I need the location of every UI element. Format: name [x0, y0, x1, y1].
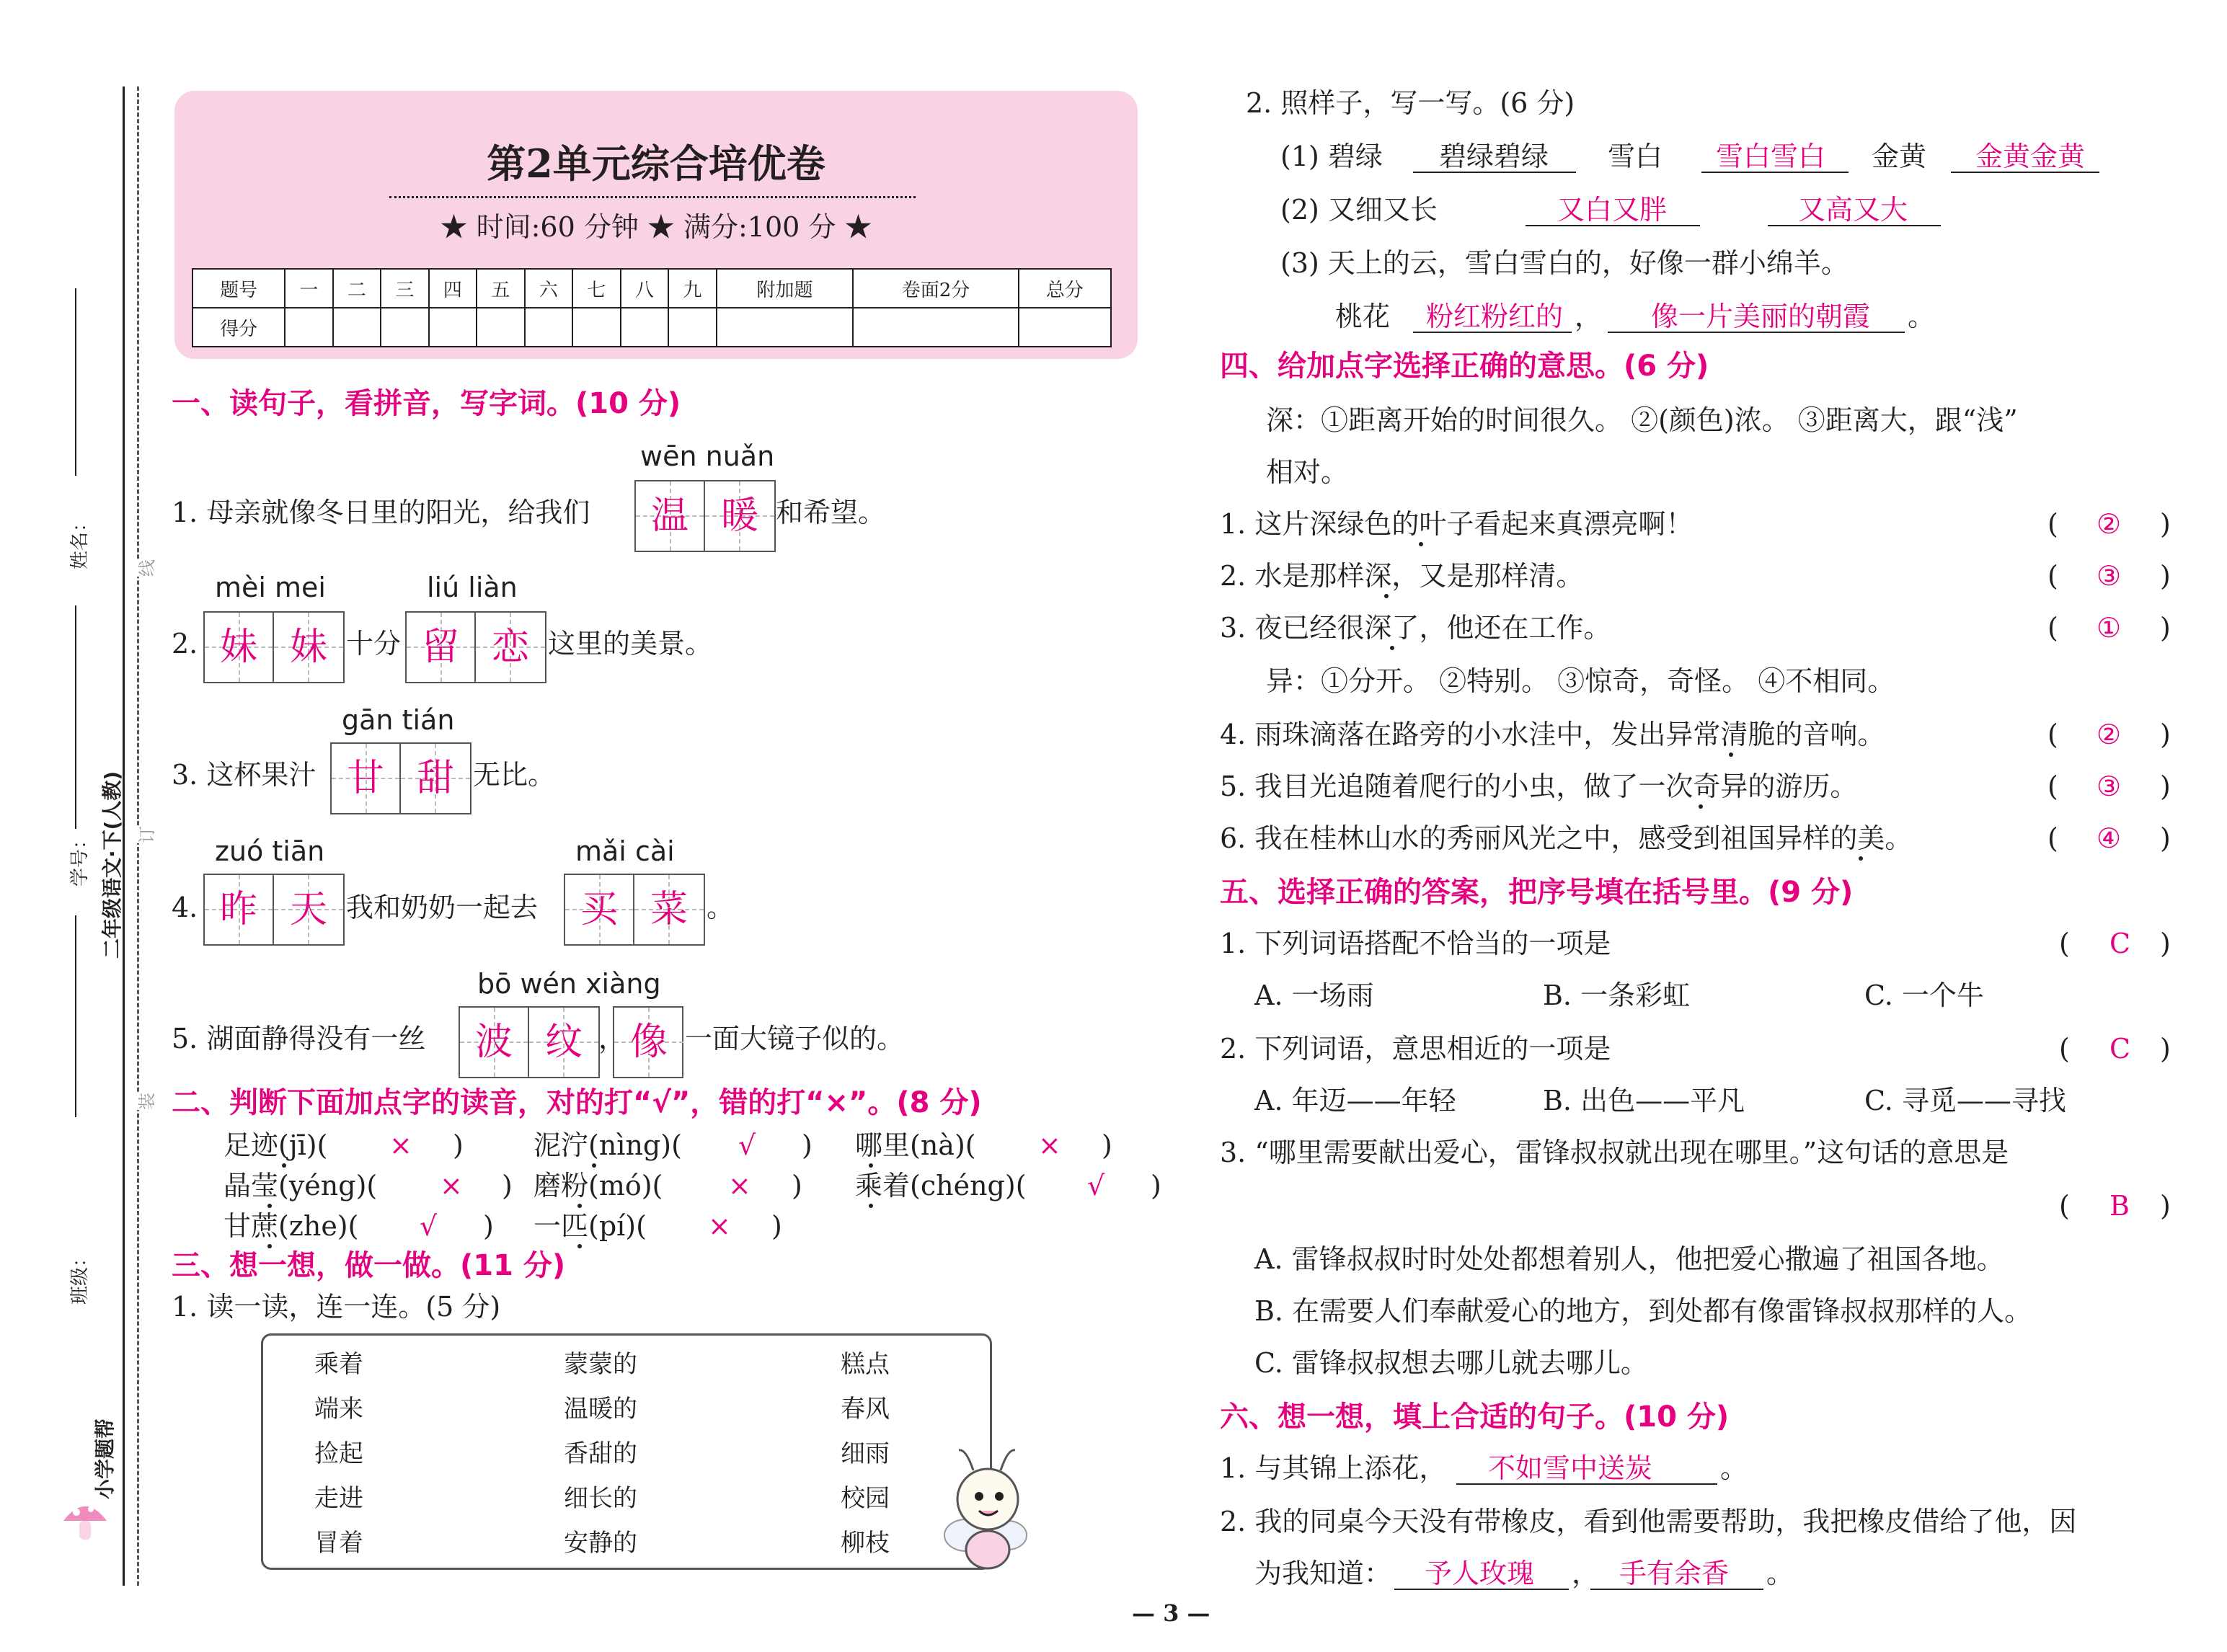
exam-info: ★ 时间:60 分钟 ★ 满分:100 分 ★ — [440, 211, 872, 243]
pron-item: 乘着(chéng)( — [855, 1170, 1027, 1202]
q2-text-mid: 十分 — [346, 628, 402, 660]
q3-text-end: 无比。 — [473, 759, 556, 791]
choice-answer: C — [2109, 1033, 2131, 1065]
char-cell: 留 — [407, 613, 476, 682]
char-grid — [330, 742, 471, 814]
option[interactable]: C. 寻觅——寻找 — [1864, 1085, 2066, 1116]
char-grid — [564, 874, 705, 946]
option[interactable]: B. 在需要人们奉献爱心的地方，到处都有像雷锋叔叔那样的人。 — [1254, 1295, 2032, 1327]
bee-mascot-illustration — [937, 1442, 1031, 1578]
answer: 又高又大 — [1798, 194, 1908, 226]
q1-text: 1. 母亲就像冬日里的阳光，给我们 — [172, 497, 590, 528]
emphasis-dot — [869, 1163, 873, 1168]
score-cell: 一 — [285, 269, 332, 308]
pron-answer: × — [728, 1170, 751, 1202]
score-cell: 卷面2分 — [853, 269, 1018, 308]
definition: 异：①分开。 ②特别。 ③惊奇，奇怪。 ④不相同。 — [1266, 665, 1895, 697]
score-cell: 总分 — [1019, 269, 1111, 308]
paren-close: ) — [483, 1210, 494, 1242]
score-cell: 六 — [525, 269, 572, 308]
score-input[interactable] — [429, 308, 477, 347]
answer: 又白又胖 — [1557, 194, 1668, 226]
match-item[interactable]: 柳枝 — [841, 1529, 890, 1558]
pinyin: wēn nuǎn — [640, 440, 775, 472]
meaning-question: 4. 雨珠滴落在路旁的小水洼中，发出异常清脆的音响。 — [1220, 719, 1885, 750]
char-cell: 天 — [274, 875, 343, 944]
option[interactable]: C. 一个牛 — [1864, 980, 1984, 1011]
choice-question: 3. “哪里需要献出爱心，雷锋叔叔就出现在哪里。”这句话的意思是 — [1220, 1137, 2009, 1168]
score-cell: 八 — [621, 269, 668, 308]
score-cell: 三 — [381, 269, 428, 308]
score-input[interactable] — [477, 308, 524, 347]
fill-question: 2. 我的同桌今天没有带橡皮，看到他需要帮助，我把橡皮借给了他，因 — [1220, 1506, 2077, 1537]
emphasis-dot — [1419, 542, 1423, 546]
char-cell: 妹 — [274, 613, 343, 682]
emphasis-dot — [1384, 594, 1389, 598]
period: 。 — [1908, 301, 1936, 332]
period: 。 — [1766, 1558, 1794, 1589]
score-table — [192, 268, 1112, 347]
page-number: — 3 — — [1132, 1599, 1210, 1627]
match-item[interactable]: 捡起 — [314, 1439, 363, 1468]
emphasis-dot — [267, 1244, 272, 1248]
meaning-answer: ② — [2097, 719, 2122, 750]
emphasis-dot — [267, 1204, 272, 1208]
pron-item: 哪里(nà)( — [855, 1129, 976, 1161]
char-cell: 温 — [636, 481, 705, 551]
grade-label: 二年级语文·下(人教) — [100, 771, 124, 959]
meaning-answer: ③ — [2097, 771, 2122, 802]
q2-text-end: 这里的美景。 — [548, 628, 713, 660]
paren-close: ) — [2160, 822, 2171, 854]
answer: 粉红粉红的 — [1426, 301, 1564, 332]
q3-text: 3. 这杯果汁 — [172, 759, 316, 791]
section-2-title: 二、判断下面加点字的读音，对的打“√”，错的打“×”。(8 分) — [172, 1086, 982, 1119]
answer: 雪白雪白 — [1716, 141, 1826, 172]
score-cell: 九 — [668, 269, 716, 308]
section-4-title: 四、给加点字选择正确的意思。(6 分) — [1220, 350, 1709, 383]
brand-label: 小学题帮 — [93, 1418, 117, 1499]
match-item[interactable]: 香甜的 — [564, 1439, 637, 1468]
paren-open: ( — [2047, 822, 2058, 854]
score-input[interactable] — [333, 308, 381, 347]
char-cell: 波 — [460, 1008, 529, 1077]
section-6-title: 六、想一想，填上合适的句子。(10 分) — [1220, 1400, 1730, 1434]
q5-comma: ， — [598, 1023, 627, 1054]
q4-text-mid: 我和奶奶一起去 — [346, 892, 539, 923]
option[interactable]: A. 年迈——年轻 — [1254, 1085, 1456, 1116]
emphasis-dot — [1859, 856, 1863, 861]
meaning-answer: ③ — [2097, 560, 2122, 592]
match-item[interactable]: 安静的 — [564, 1529, 637, 1558]
pinyin: liú liàn — [427, 572, 518, 603]
paren-close: ) — [2160, 1190, 2171, 1222]
paren-close: ) — [771, 1210, 782, 1242]
pron-answer: × — [708, 1210, 731, 1242]
page-title: 第2单元综合培优卷 — [487, 141, 825, 187]
pron-answer: √ — [738, 1129, 756, 1161]
score-cell: 五 — [477, 269, 524, 308]
match-item[interactable]: 端来 — [314, 1395, 363, 1424]
fill-question: 1. 与其锦上添花， — [1220, 1452, 1447, 1484]
paren-close: ) — [1151, 1170, 1161, 1202]
meaning-question: 6. 我在桂林山水的秀丽风光之中，感受到祖国异样的美。 — [1220, 822, 1913, 854]
emphasis-dot — [577, 1244, 582, 1248]
paren-open: ( — [2047, 508, 2058, 540]
comma: ， — [1572, 1558, 1600, 1589]
q-3-1-title: 1. 读一读，连一连。(5 分) — [172, 1291, 501, 1323]
score-cell: 附加题 — [717, 269, 854, 308]
section-5-title: 五、选择正确的答案，把序号填在括号里。(9 分) — [1220, 876, 1854, 909]
period: 。 — [1720, 1452, 1748, 1484]
emphasis-dot — [577, 1204, 582, 1208]
seal-char-ding: 订 — [133, 826, 158, 843]
word: 桃花 — [1335, 301, 1391, 332]
choice-question: 1. 下列词语搭配不恰当的一项是 — [1220, 928, 1611, 959]
paren-close: ) — [1102, 1129, 1112, 1161]
paren-open: ( — [2047, 560, 2058, 592]
paren-close: ) — [792, 1170, 802, 1202]
char-cell: 买 — [565, 875, 634, 944]
number-label: 学号： — [69, 830, 91, 887]
match-item[interactable]: 冒着 — [314, 1529, 363, 1558]
choice-question: 2. 下列词语，意思相近的一项是 — [1220, 1033, 1611, 1065]
score-cell: 二 — [333, 269, 381, 308]
char-cell: 暖 — [705, 481, 774, 551]
pinyin: zuó tiān — [215, 835, 325, 867]
option[interactable]: B. 出色——平凡 — [1543, 1085, 1745, 1116]
emphasis-dot — [1729, 752, 1733, 757]
match-item[interactable]: 校园 — [841, 1484, 890, 1513]
score-input[interactable] — [1019, 308, 1111, 347]
example-sentence: (3) 天上的云，雪白雪白的，好像一群小绵羊。 — [1280, 247, 1849, 279]
paren-close: ) — [502, 1170, 513, 1202]
char-cell: 纹 — [529, 1008, 598, 1077]
score-input[interactable] — [381, 308, 428, 347]
match-item[interactable]: 温暖的 — [564, 1395, 637, 1424]
answer: 碧绿碧绿 — [1439, 141, 1549, 172]
mushroom-logo — [56, 1492, 114, 1550]
paren-open: ( — [2047, 771, 2058, 802]
choice-answer: B — [2109, 1190, 2130, 1222]
meaning-question: 3. 夜已经很深了，他还在工作。 — [1220, 612, 1611, 644]
class-underline — [75, 915, 76, 1117]
option[interactable]: B. 一条彩虹 — [1543, 980, 1691, 1011]
definition-cont: 相对。 — [1266, 456, 1349, 488]
paren-close: ) — [453, 1129, 464, 1161]
name-underline — [75, 288, 76, 476]
char-grid — [634, 480, 776, 552]
score-input[interactable] — [853, 308, 1018, 347]
pron-item: 晶莹(yéng)( — [223, 1170, 378, 1202]
meaning-answer: ④ — [2097, 822, 2122, 854]
word: 雪白 — [1608, 141, 1663, 172]
title-dotted-rule — [389, 196, 916, 198]
paren-open: ( — [2047, 612, 2058, 644]
seal-char-xian: 线 — [133, 559, 158, 577]
pinyin: mèi mei — [215, 572, 326, 603]
char-grid — [203, 874, 345, 946]
seal-char-zhuang: 装 — [133, 1093, 158, 1110]
paren-close: ) — [2160, 928, 2171, 959]
q4-number: 4. — [172, 892, 198, 923]
score-input[interactable] — [717, 308, 854, 347]
section-3-title: 三、想一想，做一做。(11 分) — [172, 1249, 566, 1282]
char-cell: 甜 — [401, 744, 470, 813]
char-grid — [203, 611, 345, 683]
option[interactable]: C. 雷锋叔叔想去哪儿就去哪儿。 — [1254, 1347, 1648, 1379]
option[interactable]: A. 雷锋叔叔时时处处都想着别人，他把爱心撒遍了祖国各地。 — [1254, 1243, 2004, 1275]
paren-close: ) — [2160, 612, 2171, 644]
pron-answer: × — [1038, 1129, 1061, 1161]
class-label: 班级： — [69, 1248, 91, 1305]
q1-text-end: 和希望。 — [776, 497, 886, 528]
meaning-question: 5. 我目光追随着爬行的小虫，做了一次奇异的游历。 — [1220, 771, 1858, 802]
match-item[interactable]: 糕点 — [841, 1350, 890, 1379]
q5-text-end: 一面大镜子似的。 — [685, 1023, 905, 1054]
pinyin: gān tián — [342, 704, 455, 736]
pron-answer: × — [389, 1129, 412, 1161]
char-cell: 昨 — [205, 875, 274, 944]
char-cell: 恋 — [476, 613, 545, 682]
answer: 手有余香 — [1619, 1558, 1730, 1589]
char-cell: 菜 — [634, 875, 704, 944]
paren-open: ( — [2059, 1190, 2070, 1222]
score-input[interactable] — [525, 308, 572, 347]
score-cell: 题号 — [192, 269, 285, 308]
score-cell: 七 — [572, 269, 620, 308]
score-row-label: 得分 — [192, 308, 285, 347]
meaning-answer: ② — [2097, 508, 2122, 540]
score-input[interactable] — [285, 308, 332, 347]
fill-question-cont: 为我知道： — [1254, 1558, 1392, 1589]
section-1-title: 一、读句子，看拼音，写字词。(10 分) — [172, 387, 681, 420]
q-3-2-title: 2. 照样子，写一写。(6 分) — [1246, 87, 1575, 119]
emphasis-dot — [282, 1163, 286, 1168]
number-underline — [75, 605, 76, 829]
score-input[interactable] — [668, 308, 716, 347]
answer: 予人玫瑰 — [1425, 1558, 1535, 1589]
score-input[interactable] — [621, 308, 668, 347]
char-grid — [459, 1006, 600, 1078]
q2-number: 2. — [172, 628, 198, 660]
paren-close: ) — [802, 1129, 813, 1161]
paren-open: ( — [2047, 719, 2058, 750]
option[interactable]: A. 一场雨 — [1254, 980, 1374, 1011]
word: 金黄 — [1872, 141, 1927, 172]
word: (2) 又细又长 — [1280, 194, 1438, 226]
emphasis-dot — [592, 1163, 596, 1168]
pron-answer: √ — [420, 1210, 438, 1242]
pinyin: bō wén xiàng — [477, 968, 661, 1000]
paren-close: ) — [2160, 771, 2171, 802]
score-table-score-row — [192, 308, 1111, 347]
pron-item: 泥泞(nìng)( — [533, 1129, 682, 1161]
pron-answer: √ — [1087, 1170, 1105, 1202]
answer: 不如雪中送炭 — [1488, 1452, 1653, 1484]
meaning-question: 2. 水是那样深，又是那样清。 — [1220, 560, 1584, 592]
match-item[interactable]: 走进 — [314, 1484, 363, 1513]
paren-close: ) — [2160, 1033, 2171, 1065]
pron-item: 甘蔗(zhe)( — [223, 1210, 359, 1242]
match-item[interactable]: 蒙蒙的 — [564, 1350, 637, 1379]
q5-text: 5. 湖面静得没有一丝 — [172, 1023, 426, 1054]
name-label: 姓名： — [69, 512, 91, 569]
char-cell: 甘 — [332, 744, 401, 813]
char-cell: 像 — [614, 1008, 683, 1077]
emphasis-dot — [1390, 646, 1394, 650]
match-item[interactable]: 乘着 — [314, 1350, 363, 1379]
score-table-header-row — [192, 269, 1111, 308]
match-item[interactable]: 细长的 — [564, 1484, 637, 1513]
meaning-answer: ① — [2097, 612, 2122, 644]
pron-answer: × — [440, 1170, 463, 1202]
pron-item: 磨粉(mó)( — [533, 1170, 663, 1202]
char-grid — [613, 1006, 683, 1078]
answer: 金黄金黄 — [1975, 141, 2086, 172]
word: (1) 碧绿 — [1280, 141, 1383, 172]
score-input[interactable] — [572, 308, 620, 347]
comma: ， — [1575, 301, 1603, 332]
match-item[interactable]: 春风 — [841, 1395, 890, 1424]
meaning-question: 1. 这片深绿色的叶子看起来真漂亮啊！ — [1220, 508, 1694, 540]
paren-close: ) — [2160, 719, 2171, 750]
emphasis-dot — [869, 1204, 873, 1208]
pinyin: mǎi cài — [575, 835, 675, 867]
pron-item: 足迹(jī)( — [223, 1129, 328, 1161]
emphasis-dot — [1699, 804, 1703, 809]
score-cell: 四 — [429, 269, 477, 308]
choice-answer: C — [2109, 928, 2131, 959]
q4-text-end: 。 — [707, 892, 735, 923]
char-grid — [405, 611, 546, 683]
char-cell: 妹 — [205, 613, 274, 682]
definition: 深：①距离开始的时间很久。 ②(颜色)浓。 ③距离大，跟“浅” — [1266, 404, 2018, 436]
match-item[interactable]: 细雨 — [841, 1439, 890, 1468]
paren-open: ( — [2059, 928, 2070, 959]
paren-close: ) — [2160, 560, 2171, 592]
pron-item: 一匹(pí)( — [533, 1210, 647, 1242]
paren-close: ) — [2160, 508, 2171, 540]
paren-open: ( — [2059, 1033, 2070, 1065]
answer: 像一片美丽的朝霞 — [1651, 301, 1871, 332]
